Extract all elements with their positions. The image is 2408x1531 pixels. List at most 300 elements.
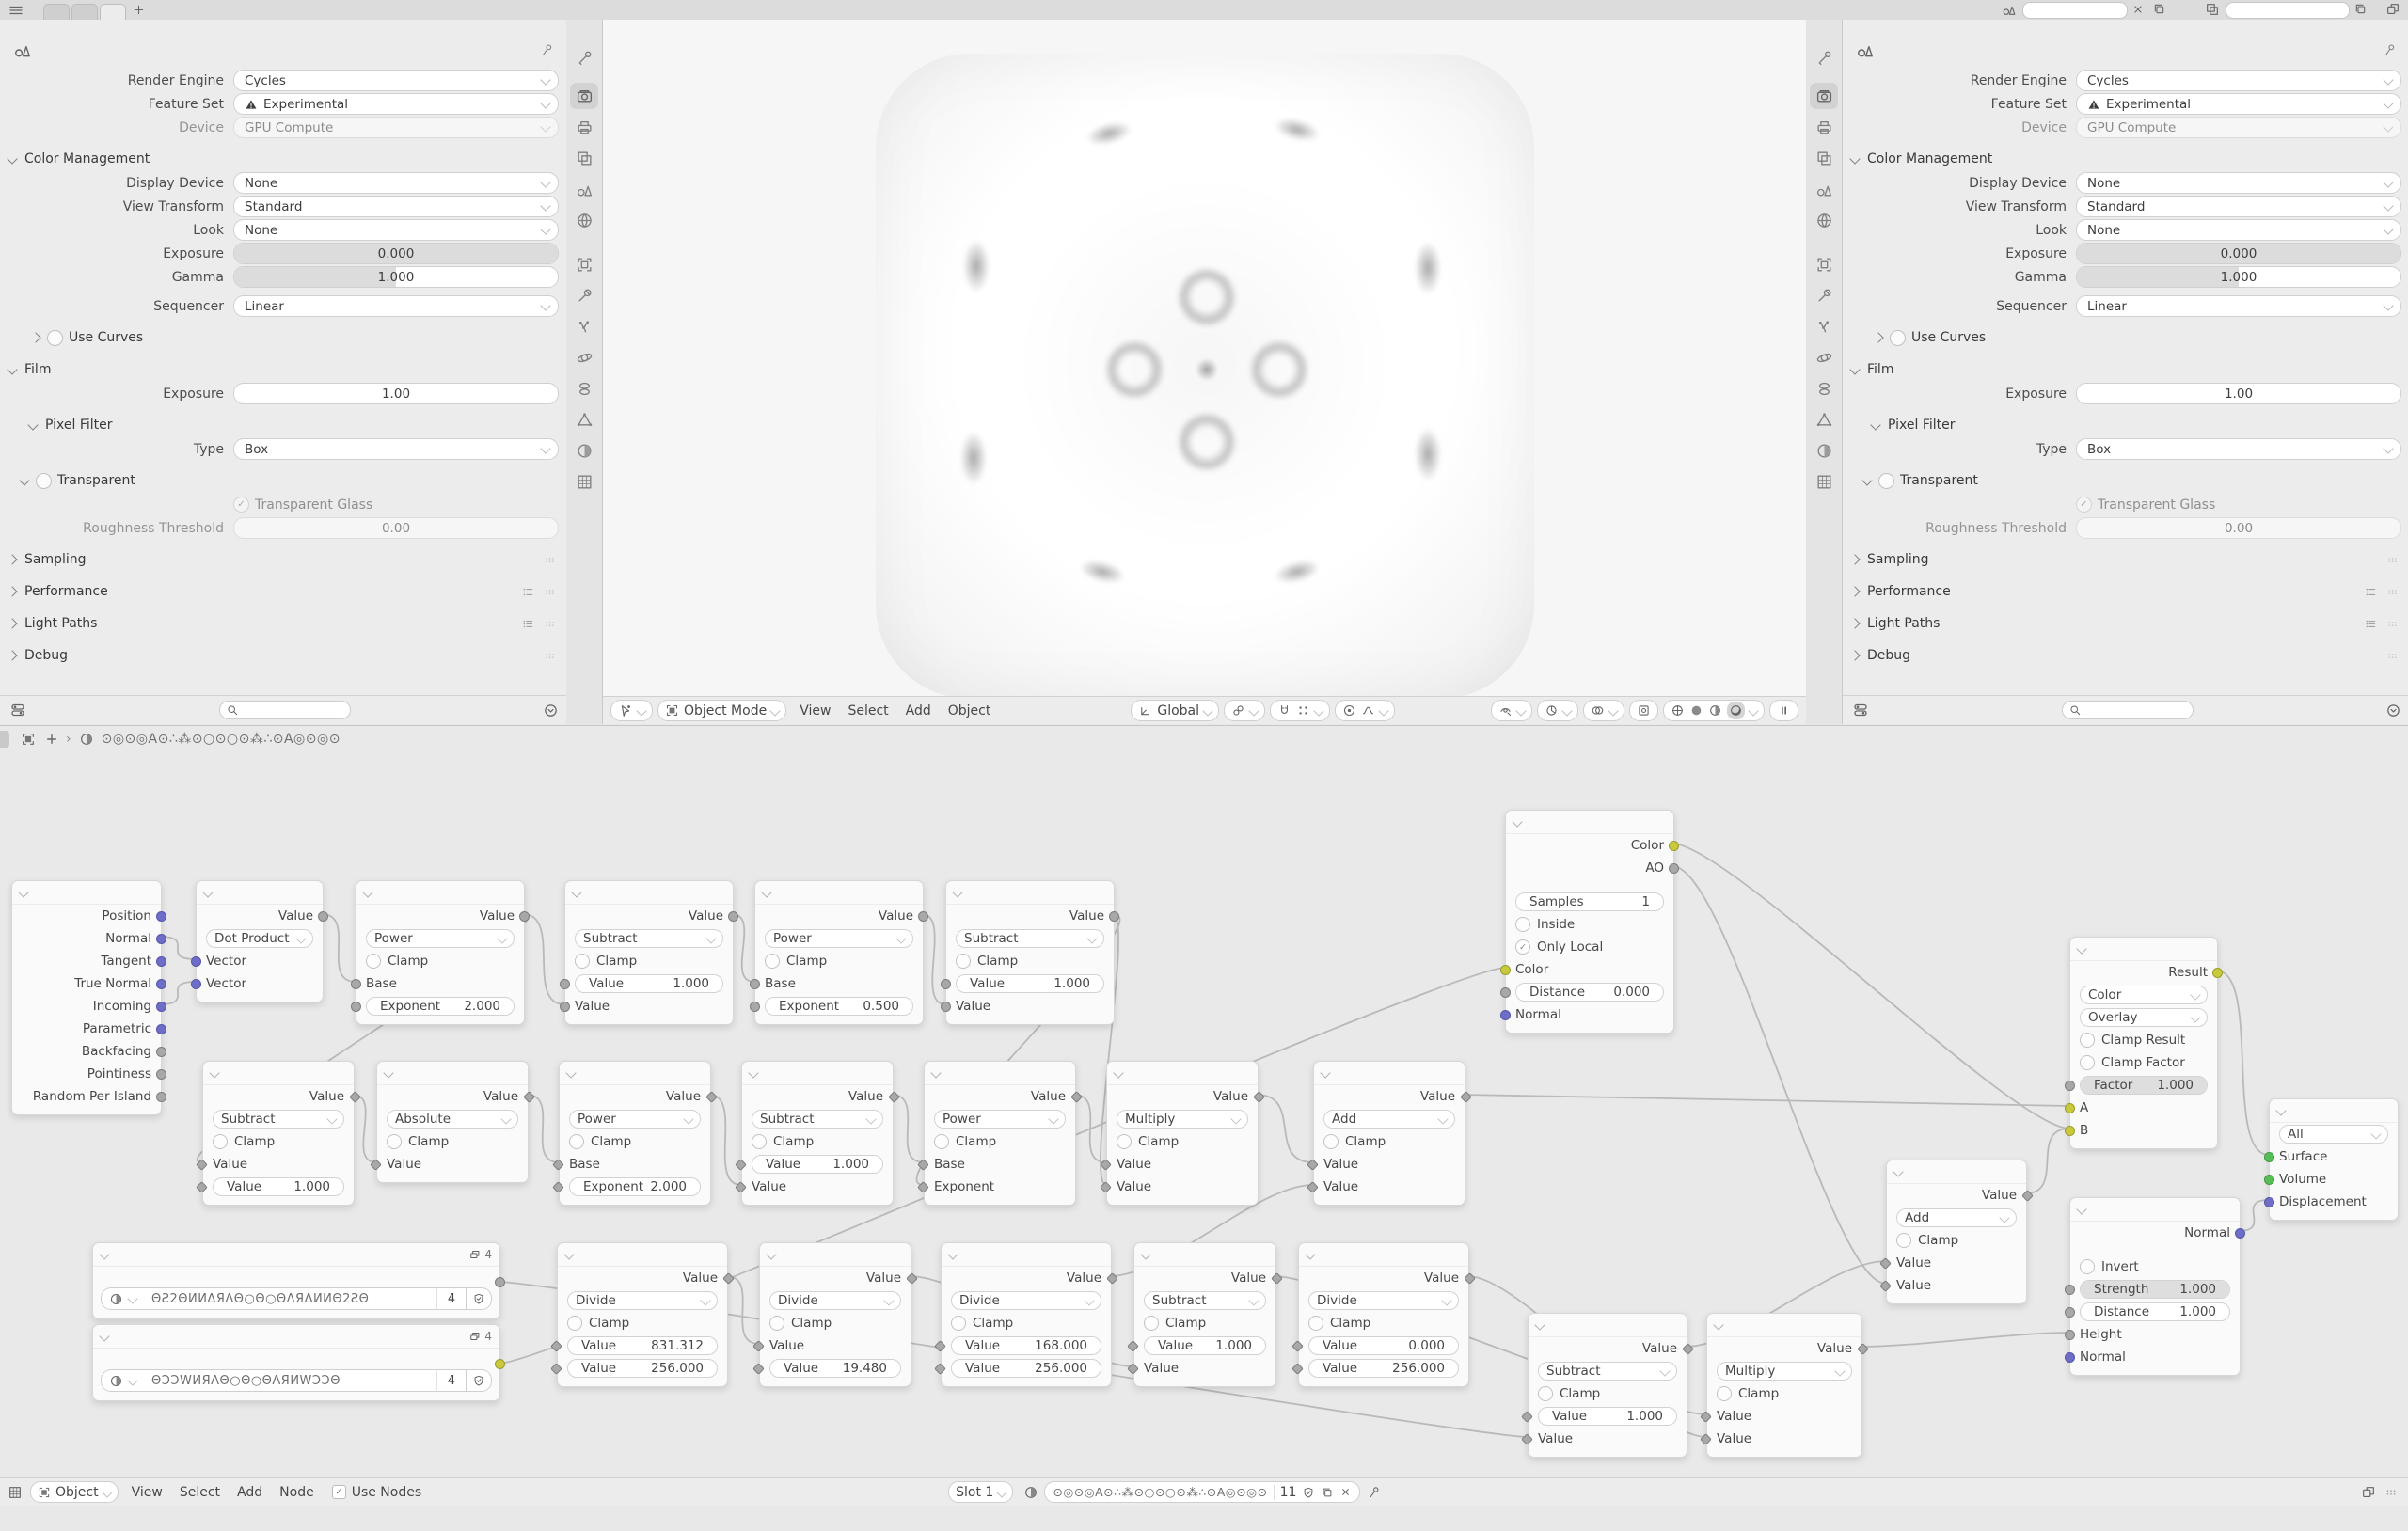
dropdown-sequencer[interactable]: Linear	[2076, 295, 2401, 317]
input-socket[interactable]	[550, 1340, 562, 1352]
input-socket[interactable]	[1879, 1257, 1892, 1270]
dropdown-look[interactable]: None	[2076, 219, 2401, 241]
checkbox-only-local[interactable]: ✓	[1515, 939, 1530, 955]
input-socket[interactable]	[735, 1159, 747, 1171]
workspace-tab-3[interactable]	[100, 4, 126, 21]
checkbox-clamp[interactable]	[1538, 1386, 1553, 1401]
output-socket[interactable]	[906, 1272, 918, 1285]
checkbox-transparent[interactable]	[36, 473, 52, 489]
input-socket[interactable]	[752, 1363, 765, 1375]
output-socket[interactable]	[1106, 1272, 1118, 1285]
properties-tab-tool[interactable]	[570, 44, 598, 71]
field-gamma[interactable]: 1.000	[233, 266, 559, 288]
output-socket[interactable]	[1460, 1091, 1472, 1103]
orientation-dropdown[interactable]: Global	[1131, 700, 1219, 721]
window-icon[interactable]	[2385, 2, 2402, 19]
operation-dropdown[interactable]: Subtract	[213, 1110, 344, 1129]
input-socket[interactable]	[351, 979, 361, 989]
field-gamma[interactable]: 1.000	[2076, 266, 2401, 288]
properties-tab-texture[interactable]	[570, 468, 598, 495]
snap-target-dropdown[interactable]	[1224, 700, 1265, 721]
operation-dropdown[interactable]: Subtract	[956, 929, 1104, 948]
checkbox-use-curves[interactable]	[47, 330, 63, 346]
output-socket[interactable]	[349, 1091, 361, 1103]
node-math-subtract-2[interactable]: Value Subtract Clamp Value 1.000 Value	[945, 880, 1115, 1025]
viewport-menu-view[interactable]: View	[800, 702, 832, 718]
dropdown-look[interactable]: None	[233, 219, 559, 241]
checkbox-clamp-factor[interactable]	[2080, 1055, 2095, 1070]
operation-dropdown[interactable]: Subtract	[1144, 1291, 1266, 1310]
checkbox-use-curves[interactable]	[1890, 330, 1906, 346]
node-mix-color[interactable]: Result Color Overlay Clamp Result Clamp Factor Factor 1.000 A B	[2069, 937, 2218, 1149]
dropdown-display-device[interactable]: None	[233, 172, 559, 194]
dropdown-type[interactable]: Box	[233, 438, 559, 460]
datablock-browse[interactable]	[101, 1369, 144, 1392]
properties-tab-particles[interactable]	[570, 313, 598, 339]
checkbox-clamp[interactable]	[366, 954, 381, 969]
input-socket[interactable]	[2264, 1152, 2274, 1162]
output-socket[interactable]	[523, 1091, 535, 1103]
node-math-subtract-3[interactable]: Value Subtract Clamp Value Value 1.000	[202, 1061, 355, 1206]
output-socket[interactable]	[722, 1272, 735, 1285]
properties-tab-object[interactable]	[570, 251, 598, 277]
value-field-distance[interactable]: Distance 1.000	[2080, 1302, 2230, 1321]
input-socket[interactable]	[1291, 1340, 1304, 1352]
input-socket[interactable]	[1100, 1181, 1112, 1193]
checkbox-clamp[interactable]	[765, 954, 780, 969]
workspace-tab-2[interactable]	[71, 4, 98, 21]
properties-tab-scene[interactable]	[1810, 176, 1838, 202]
properties-tab-physics[interactable]	[1810, 344, 1838, 371]
input-socket[interactable]	[2065, 1126, 2075, 1136]
section-pixel-filter[interactable]: Pixel Filter	[1888, 418, 1956, 433]
checkbox-clamp-result[interactable]	[2080, 1033, 2095, 1048]
dropdown-render-engine[interactable]: Cycles	[233, 70, 559, 91]
input-socket[interactable]	[552, 1181, 564, 1193]
output-socket[interactable]	[318, 911, 328, 922]
properties-tab-particles[interactable]	[1810, 313, 1838, 339]
input-socket[interactable]	[1127, 1363, 1139, 1375]
checkbox-clamp[interactable]	[569, 1134, 584, 1149]
section-performance[interactable]: Performance	[24, 584, 108, 599]
viewport-menu-add[interactable]: Add	[905, 702, 931, 718]
value-field-value[interactable]: Value 168.000	[951, 1336, 1101, 1355]
operation-dropdown[interactable]: Absolute	[387, 1110, 518, 1129]
input-socket[interactable]	[941, 1002, 951, 1012]
section-light-paths[interactable]: Light Paths	[24, 616, 98, 631]
section-color-management[interactable]: Color Management	[24, 151, 150, 166]
value-field-value[interactable]: Value 0.000	[1308, 1336, 1459, 1355]
snap-toggle[interactable]	[1270, 700, 1330, 721]
checkbox-clamp[interactable]	[934, 1134, 949, 1149]
proportional-edit-toggle[interactable]	[1335, 700, 1395, 721]
output-socket[interactable]	[2212, 968, 2223, 978]
operation-dropdown[interactable]: Divide	[1308, 1291, 1459, 1310]
output-socket[interactable]	[2021, 1190, 2034, 1202]
object-mode-icon[interactable]	[21, 732, 36, 747]
copy-icon[interactable]	[2353, 2, 2370, 19]
properties-tab-output[interactable]	[570, 114, 598, 140]
node-math-absolute[interactable]: Value Absolute Clamp Value	[376, 1061, 529, 1183]
section-debug[interactable]: Debug	[1867, 648, 1911, 663]
node-image-data-1[interactable]: 4 ΘƧ2ΘИИΔЯΛΘ○Θ○ΘΛЯΔИИΘ2ƧΘ 4	[92, 1242, 500, 1319]
users-count[interactable]: 4	[436, 1369, 467, 1392]
input-socket[interactable]	[941, 979, 951, 989]
checkbox-clamp[interactable]	[575, 954, 590, 969]
node-menu-view[interactable]: View	[131, 1484, 163, 1500]
unlink-icon[interactable]	[2131, 2, 2148, 19]
section-film[interactable]: Film	[24, 362, 52, 377]
operation-dropdown[interactable]: Dot Product	[206, 929, 313, 948]
properties-tab-data[interactable]	[570, 406, 598, 433]
input-socket[interactable]	[196, 1159, 208, 1171]
value-field-exponent[interactable]: Exponent 2.000	[366, 997, 515, 1016]
checkbox-clamp[interactable]	[567, 1316, 582, 1331]
input-socket[interactable]	[2065, 1352, 2075, 1363]
section-performance[interactable]: Performance	[1867, 584, 1951, 599]
checkbox-clamp[interactable]	[213, 1134, 228, 1149]
input-socket[interactable]	[351, 1002, 361, 1012]
search-input[interactable]	[219, 701, 351, 719]
operation-dropdown[interactable]: All	[2279, 1125, 2388, 1144]
value-field-value[interactable]: Value 1.000	[575, 974, 723, 993]
section-color-management[interactable]: Color Management	[1867, 151, 1993, 166]
operation-dropdown[interactable]: Color	[2080, 986, 2208, 1004]
value-field-value[interactable]: Value 19.480	[769, 1359, 901, 1378]
fake-user-toggle[interactable]	[467, 1287, 492, 1310]
dropdown-view-transform[interactable]: Standard	[2076, 196, 2401, 217]
input-socket[interactable]	[191, 956, 201, 967]
dropdown-type[interactable]: Box	[2076, 438, 2401, 460]
input-socket[interactable]	[370, 1159, 382, 1171]
input-socket[interactable]	[1521, 1411, 1533, 1423]
pause-button[interactable]	[1769, 700, 1798, 721]
dropdown-feature-set[interactable]: Experimental	[2076, 93, 2401, 115]
view-layer-field[interactable]	[2226, 2, 2350, 19]
operation-dropdown[interactable]: Subtract	[752, 1110, 883, 1129]
region-handle[interactable]	[0, 731, 9, 748]
checkbox-clamp[interactable]	[1144, 1316, 1159, 1331]
input-socket[interactable]	[560, 1002, 570, 1012]
properties-tab-world[interactable]	[570, 207, 598, 233]
output-socket[interactable]	[519, 911, 530, 922]
properties-tab-physics[interactable]	[570, 344, 598, 371]
input-socket[interactable]	[2065, 1285, 2075, 1295]
pin-icon[interactable]	[540, 42, 555, 57]
operation-dropdown[interactable]: Subtract	[575, 929, 723, 948]
node-math-subtract-4[interactable]: Value Subtract Clamp Value 1.000 Value	[741, 1061, 894, 1206]
output-socket[interactable]	[156, 934, 166, 944]
output-socket[interactable]	[1669, 841, 1679, 851]
properties-tab-modifiers[interactable]	[570, 282, 598, 308]
input-socket[interactable]	[1291, 1363, 1304, 1375]
operation-dropdown[interactable]: Add	[1896, 1208, 2017, 1227]
output-socket[interactable]	[1669, 863, 1679, 874]
input-socket[interactable]	[934, 1340, 946, 1352]
field-exposure[interactable]: 1.00	[233, 383, 559, 404]
input-socket[interactable]	[2065, 1330, 2075, 1340]
input-socket[interactable]	[1500, 1010, 1511, 1020]
checkbox-clamp[interactable]	[1323, 1134, 1339, 1149]
value-field-value[interactable]: Value 1.000	[1144, 1336, 1266, 1355]
operation-dropdown[interactable]: Add	[1323, 1110, 1455, 1129]
properties-tab-scene[interactable]	[570, 176, 598, 202]
input-socket[interactable]	[2065, 1307, 2075, 1318]
input-socket[interactable]	[1500, 965, 1511, 975]
output-socket[interactable]	[1682, 1343, 1694, 1355]
checkbox-transparent-glass[interactable]: ✓	[233, 497, 249, 513]
value-field-value[interactable]: Value 1.000	[1538, 1407, 1677, 1426]
node-menu-node[interactable]: Node	[279, 1484, 314, 1500]
input-socket[interactable]	[196, 1181, 208, 1193]
properties-tab-render[interactable]	[570, 83, 598, 109]
node-math-power-3[interactable]: Value Power Clamp Base Exponent 2.000	[559, 1061, 711, 1206]
pin-icon[interactable]	[1368, 1485, 1382, 1499]
node-math-subtract-5[interactable]: Value Subtract Clamp Value 1.000 Value	[1133, 1242, 1276, 1387]
properties-tab-texture[interactable]	[1810, 468, 1838, 495]
input-socket[interactable]	[752, 1340, 765, 1352]
value-field-samples[interactable]: Samples 1	[1515, 892, 1664, 911]
input-socket[interactable]	[2264, 1197, 2274, 1207]
operation-dropdown[interactable]: Divide	[769, 1291, 901, 1310]
node-math-power-1[interactable]: Value Power Clamp Base Exponent 2.000	[356, 880, 525, 1025]
operation-dropdown[interactable]: Power	[934, 1110, 1066, 1129]
checkbox-transparent[interactable]	[1878, 473, 1894, 489]
operation-dropdown[interactable]: Divide	[567, 1291, 718, 1310]
output-socket[interactable]	[156, 1069, 166, 1080]
copy-icon[interactable]	[2152, 2, 2169, 19]
use-nodes-checkbox[interactable]: ✓ Use Nodes	[332, 1485, 421, 1500]
chev-circle-icon[interactable]	[2385, 702, 2401, 718]
input-socket[interactable]	[1127, 1340, 1139, 1352]
input-socket[interactable]	[1307, 1181, 1319, 1193]
field-roughness-threshold[interactable]: 0.00	[2076, 517, 2401, 539]
input-socket[interactable]	[917, 1181, 929, 1193]
input-socket[interactable]	[750, 979, 760, 989]
node-math-power-4[interactable]: Value Power Clamp Base Exponent	[924, 1061, 1076, 1206]
pin-icon[interactable]	[2383, 42, 2398, 57]
node-geometry[interactable]: Position Normal Tangent True Normal Incoming Parametric Backfacing Pointiness Random Per Island	[11, 880, 162, 1115]
input-socket[interactable]	[560, 979, 570, 989]
workspace-tab-1[interactable]	[43, 4, 70, 21]
input-socket[interactable]	[735, 1181, 747, 1193]
operation-dropdown[interactable]: Subtract	[1538, 1362, 1677, 1381]
shader-node-editor[interactable]	[0, 725, 2408, 1506]
output-socket[interactable]	[156, 1092, 166, 1102]
input-socket[interactable]	[191, 979, 201, 989]
output-socket[interactable]	[156, 1002, 166, 1012]
operation-dropdown[interactable]: Multiply	[1117, 1110, 1248, 1129]
node-material-output[interactable]: All Surface Volume Displacement	[2269, 1098, 2399, 1221]
node-image-data-2[interactable]: 4 ΘƆƆWИЯΛΘ○Θ○ΘΛЯИWƆƆΘ 4	[92, 1324, 500, 1401]
checkbox-clamp[interactable]	[1896, 1233, 1911, 1248]
properties-tab-view-layer[interactable]	[1810, 145, 1838, 171]
node-math-multiply-2[interactable]: Value Multiply Clamp Value Value	[1706, 1313, 1862, 1458]
scene-name-field[interactable]	[2022, 2, 2128, 19]
value-field-value[interactable]: Value 256.000	[567, 1359, 718, 1378]
properties-tab-modifiers[interactable]	[1810, 282, 1838, 308]
output-socket[interactable]	[495, 1359, 505, 1369]
properties-tab-tool[interactable]	[1810, 44, 1838, 71]
operation-dropdown[interactable]: Power	[569, 1110, 701, 1129]
field-exposure[interactable]: 0.000	[233, 243, 559, 264]
checkbox-clamp[interactable]	[1717, 1386, 1732, 1401]
xray-toggle[interactable]	[1629, 700, 1658, 721]
checkbox-clamp[interactable]	[956, 954, 971, 969]
input-socket[interactable]	[2065, 1081, 2075, 1091]
dropdown-display-device[interactable]: None	[2076, 172, 2401, 194]
properties-tab-constraints[interactable]	[1810, 375, 1838, 402]
output-socket[interactable]	[156, 979, 166, 989]
section-pixel-filter[interactable]: Pixel Filter	[45, 418, 113, 433]
field-roughness-threshold[interactable]: 0.00	[233, 517, 559, 539]
checkbox-clamp[interactable]	[951, 1316, 966, 1331]
properties-tab-view-layer[interactable]	[570, 145, 598, 171]
section-sampling[interactable]: Sampling	[24, 552, 87, 567]
output-socket[interactable]	[1271, 1272, 1283, 1285]
section-film[interactable]: Film	[1867, 362, 1894, 377]
node-ambient-occlusion[interactable]: Color AO Samples 1 Inside ✓ Only Local Color Distance 0.000 Normal	[1505, 810, 1674, 1034]
checkbox-clamp[interactable]	[1308, 1316, 1323, 1331]
dropdown-view-transform[interactable]: Standard	[233, 196, 559, 217]
mode-dropdown[interactable]: Object Mode	[657, 700, 786, 721]
texture-icon[interactable]	[8, 1485, 23, 1500]
filter-toggles-icon[interactable]	[9, 702, 26, 718]
viewport-3d[interactable]	[603, 20, 1806, 724]
properties-tab-constraints[interactable]	[570, 375, 598, 402]
dropdown-sequencer[interactable]: Linear	[233, 295, 559, 317]
dropdown-device[interactable]: GPU Compute	[233, 117, 559, 138]
input-socket[interactable]	[1879, 1280, 1892, 1292]
input-socket[interactable]	[750, 1002, 760, 1012]
value-field-value[interactable]: Value 1.000	[956, 974, 1104, 993]
datablock-browse[interactable]	[101, 1287, 144, 1310]
users-count[interactable]: 4	[436, 1287, 467, 1310]
properties-tab-render[interactable]	[1810, 83, 1838, 109]
input-socket[interactable]	[1100, 1159, 1112, 1171]
node-math-add-2[interactable]: Value Add Clamp Value Value	[1886, 1160, 2027, 1304]
input-socket[interactable]	[550, 1363, 562, 1375]
fake-user-toggle[interactable]	[467, 1369, 492, 1392]
checkbox-clamp[interactable]	[769, 1316, 784, 1331]
output-socket[interactable]	[495, 1277, 505, 1287]
value-field-strength[interactable]: Strength 1.000	[2080, 1280, 2230, 1299]
checkbox-clamp[interactable]	[387, 1134, 402, 1149]
output-socket[interactable]	[1070, 1091, 1083, 1103]
input-socket[interactable]	[1500, 987, 1511, 998]
output-socket[interactable]	[1464, 1272, 1476, 1285]
viewport-menu-object[interactable]: Object	[947, 702, 991, 718]
editor-type-dropdown[interactable]	[610, 700, 653, 721]
input-socket[interactable]	[552, 1159, 564, 1171]
value-field-distance[interactable]: Distance 0.000	[1515, 983, 1664, 1002]
dropdown-render-engine[interactable]: Cycles	[2076, 70, 2401, 91]
node-math-subtract-6[interactable]: Value Subtract Clamp Value 1.000 Value	[1528, 1313, 1687, 1458]
output-socket[interactable]	[728, 911, 738, 922]
node-math-power-2[interactable]: Value Power Clamp Base Exponent 0.500	[754, 880, 924, 1025]
value-field-exponent[interactable]: Exponent 0.500	[765, 997, 913, 1016]
visibility-dropdown[interactable]	[1491, 700, 1532, 721]
node-menu-select[interactable]: Select	[179, 1484, 221, 1500]
datablock-name-field[interactable]: ΘƧ2ΘИИΔЯΛΘ○Θ○ΘΛЯΔИИΘ2ƧΘ	[144, 1287, 436, 1310]
slot-dropdown[interactable]: Slot 1	[948, 1481, 1013, 1503]
dropdown-device[interactable]: GPU Compute	[2076, 117, 2401, 138]
field-exposure[interactable]: 1.00	[2076, 383, 2401, 404]
operation-dropdown[interactable]: Overlay	[2080, 1008, 2208, 1027]
node-bump[interactable]: Normal Invert Strength 1.000 Distance 1.000 Height Normal	[2069, 1197, 2241, 1376]
input-socket[interactable]	[1700, 1433, 1712, 1445]
properties-tab-output[interactable]	[1810, 114, 1838, 140]
value-field-value[interactable]: Value 1.000	[752, 1155, 883, 1174]
output-socket[interactable]	[156, 1024, 166, 1034]
operation-dropdown[interactable]: Power	[366, 929, 515, 948]
viewport-menu-select[interactable]: Select	[848, 702, 889, 718]
menu-icon[interactable]	[8, 2, 24, 19]
search-input[interactable]	[2062, 701, 2194, 719]
checkbox-invert[interactable]	[2080, 1259, 2095, 1274]
output-socket[interactable]	[156, 1047, 166, 1057]
value-field-value[interactable]: Value 256.000	[1308, 1359, 1459, 1378]
output-socket[interactable]	[888, 1091, 900, 1103]
material-name-field[interactable]: ⊙◎⊙◎Α⊙∴⁂⊙○⊙○⊙⁂∴⊙Α◎⊙◎⊙ 11	[1044, 1481, 1360, 1503]
node-math-multiply-1[interactable]: Value Multiply Clamp Value Value	[1106, 1061, 1259, 1206]
value-field-exponent[interactable]: Exponent 2.000	[569, 1177, 701, 1196]
properties-tab-material[interactable]	[1810, 437, 1838, 464]
node-math-divide-4[interactable]: Value Divide Clamp Value 0.000 Value 256.000	[1298, 1242, 1469, 1387]
node-math-divide-3[interactable]: Value Divide Clamp Value 168.000 Value 256.000	[941, 1242, 1112, 1387]
value-field-factor[interactable]: Factor 1.000	[2080, 1076, 2208, 1095]
node-math-divide-1[interactable]: Value Divide Clamp Value 831.312 Value 256.000	[557, 1242, 728, 1387]
field-exposure[interactable]: 0.000	[2076, 243, 2401, 264]
operation-dropdown[interactable]: Divide	[951, 1291, 1101, 1310]
node-vector-math-dot-product[interactable]: Value Dot Product Vector Vector	[196, 880, 324, 1002]
node-math-add-1[interactable]: Value Add Clamp Value Value	[1313, 1061, 1465, 1206]
section-sampling[interactable]: Sampling	[1867, 552, 1929, 567]
node-canvas[interactable]	[0, 751, 2408, 1478]
checkbox-clamp[interactable]	[752, 1134, 767, 1149]
gizmo-dropdown[interactable]	[1537, 700, 1578, 721]
node-math-divide-2[interactable]: Value Divide Clamp Value Value 19.480	[759, 1242, 911, 1387]
properties-tab-material[interactable]	[570, 437, 598, 464]
section-light-paths[interactable]: Light Paths	[1867, 616, 1941, 631]
properties-tab-world[interactable]	[1810, 207, 1838, 233]
dropdown-feature-set[interactable]: Experimental	[233, 93, 559, 115]
add-workspace-icon[interactable]	[132, 3, 149, 20]
value-field-value[interactable]: Value 831.312	[567, 1336, 718, 1355]
value-field-value[interactable]: Value 256.000	[951, 1359, 1101, 1378]
output-socket[interactable]	[156, 956, 166, 967]
output-socket[interactable]	[705, 1091, 718, 1103]
input-socket[interactable]	[1700, 1411, 1712, 1423]
input-socket[interactable]	[1521, 1433, 1533, 1445]
input-socket[interactable]	[1307, 1159, 1319, 1171]
shading-mode-switch[interactable]	[1663, 700, 1765, 721]
filter-toggles-icon[interactable]	[1852, 702, 1869, 718]
overlays-dropdown[interactable]	[1583, 700, 1624, 721]
properties-tab-object[interactable]	[1810, 251, 1838, 277]
value-field-value[interactable]: Value 1.000	[213, 1177, 344, 1196]
node-math-subtract-1[interactable]: Value Subtract Clamp Value 1.000 Value	[564, 880, 734, 1025]
output-socket[interactable]	[2235, 1228, 2245, 1239]
checkbox-clamp[interactable]	[1117, 1134, 1132, 1149]
operation-dropdown[interactable]: Multiply	[1717, 1362, 1852, 1381]
shader-type-dropdown[interactable]	[30, 1481, 119, 1503]
node-menu-add[interactable]: Add	[237, 1484, 263, 1500]
operation-dropdown[interactable]: Power	[765, 929, 913, 948]
output-socket[interactable]	[1253, 1091, 1265, 1103]
output-socket[interactable]	[156, 911, 166, 922]
output-socket[interactable]	[1857, 1343, 1869, 1355]
